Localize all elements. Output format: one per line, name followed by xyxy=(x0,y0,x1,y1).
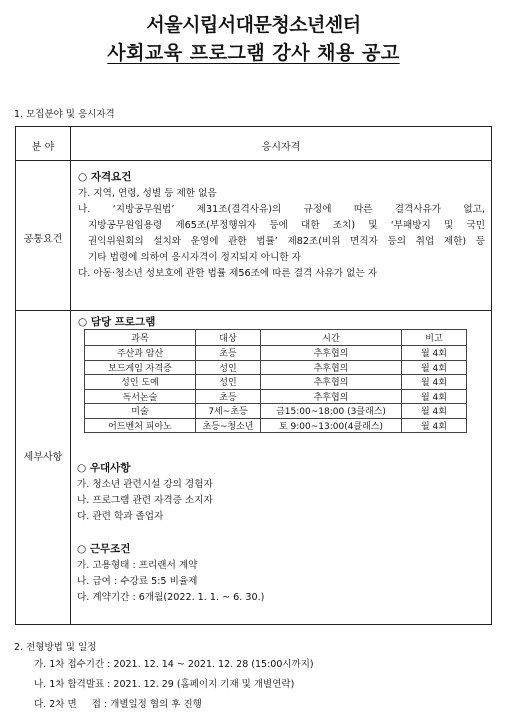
cell-target: 7세~초등 xyxy=(196,404,261,419)
program-heading-text: ○ 담당 프로그램 xyxy=(78,316,156,328)
cell-target: 초등~청소년 xyxy=(196,418,261,433)
title-line-1: 서울시립서대문청소년센터 xyxy=(146,14,361,36)
cell-note: 월 4회 xyxy=(402,375,467,390)
cell-subject: 성인 도예 xyxy=(85,375,196,390)
cell-subject: 독서논술 xyxy=(85,389,196,404)
header-qualification: 응시자격 xyxy=(261,142,301,153)
col-target: 대상 xyxy=(196,330,261,346)
cell-note: 월 4회 xyxy=(402,346,467,361)
col-note: 비고 xyxy=(402,330,467,346)
table-row xyxy=(85,418,467,433)
cell-target: 성인 xyxy=(196,375,261,390)
table-row xyxy=(85,346,467,361)
header-divider xyxy=(16,160,491,161)
details-label: 세부사항 xyxy=(23,452,63,463)
work-line: 나. 급여 : 수강료 5:5 비율제 xyxy=(77,576,198,587)
work-line: 다. 계약기간 : 6개월(2022. 1. 1. ~ 6. 30.) xyxy=(77,592,265,603)
work-line: 가. 고용형태 : 프리랜서 계약 xyxy=(77,560,198,571)
work-heading: ○ 근무조건 xyxy=(77,543,131,555)
preference-section xyxy=(77,460,501,525)
cell-time: 추후협의 xyxy=(261,346,402,361)
program-table xyxy=(84,329,467,433)
preference-line: 다. 관련 학과 졸업자 xyxy=(77,511,164,522)
preference-heading: ○ 우대사항 xyxy=(77,462,131,474)
cell-note: 월 4회 xyxy=(402,404,467,419)
cell-subject: 어드벤처 피아노 xyxy=(85,418,196,433)
requirement-line: 가. 지역, 연령, 성별 등 제한 없음 xyxy=(78,188,217,199)
col-subject: 과목 xyxy=(85,330,196,346)
cell-target: 성인 xyxy=(196,360,261,375)
section-2-heading: 2. 전형방법 및 일정 xyxy=(14,642,97,653)
column-divider xyxy=(70,127,71,624)
cell-subject: 보드게임 자격증 xyxy=(85,360,196,375)
cell-subject: 주산과 암산 xyxy=(85,346,196,361)
title-line-2-text: 사회교육 프로그램 강사 채용 공고 xyxy=(107,42,400,64)
schedule-line: 다. 2차 면 접 : 개별일정 협의 후 진행 xyxy=(34,699,202,710)
table-row xyxy=(85,360,467,375)
schedule-line: 가. 1차 접수기간 : 2021. 12. 14 ~ 2021. 12. 28 (15:00시까지) xyxy=(34,659,314,670)
requirement-line: 권익위원회의 설치와 운영에 관한 법률’ 제82조(비위 면직자 등의 취업 제한) 등 xyxy=(88,236,485,247)
cell-subject: 미술 xyxy=(85,404,196,419)
col-time: 시간 xyxy=(261,330,402,346)
cell-time: 금15:00~18:00 (3클래스) xyxy=(261,404,402,419)
requirement-line: 나. ‘지방공무원법’ 제31조(결격사유)의 규정에 따른 결격사유가 없고, xyxy=(78,204,485,215)
table-row xyxy=(85,375,467,390)
requirement-heading: ○ 자격요건 xyxy=(78,171,132,183)
section-1-heading: 1. 모집분야 및 응시자격 xyxy=(14,109,115,120)
cell-time: 토 9:00~13:00(4클래스) xyxy=(261,418,402,433)
cell-note: 월 4회 xyxy=(402,418,467,433)
requirement-line: 지방공무원임용령 제65조(부정행위자 등에 대한 조치) 및 ‘부패방지 및 국민 xyxy=(88,220,485,231)
preference-line: 가. 청소년 관련시설 강의 경험자 xyxy=(77,479,213,490)
row-divider xyxy=(16,310,491,311)
cell-time: 추후협의 xyxy=(261,389,402,404)
preference-line: 나. 프로그램 관련 자격증 소지자 xyxy=(77,495,213,506)
cell-note: 월 4회 xyxy=(402,389,467,404)
schedule-line: 나. 1차 합격발표 : 2021. 12. 29 (홈페이지 기재 및 개별연락) xyxy=(34,679,295,690)
program-table-header xyxy=(85,330,467,346)
work-section xyxy=(77,541,501,606)
cell-time: 추후협의 xyxy=(261,375,402,390)
requirement-line: 기타 법령에 의하여 응시자격이 정지되지 아니한 자 xyxy=(88,252,301,263)
header-field: 분 야 xyxy=(31,142,55,153)
common-label: 공통요건 xyxy=(23,234,63,245)
requirement-line: 다. 아동·청소년 성보호에 관한 법률 제56조에 따른 결격 사유가 없는 자 xyxy=(78,268,378,279)
cell-target: 초등 xyxy=(196,346,261,361)
common-content xyxy=(78,169,485,282)
cell-time: 추후협의 xyxy=(261,360,402,375)
title-line-2 xyxy=(0,38,507,65)
table-row xyxy=(85,404,467,419)
table-row xyxy=(85,389,467,404)
cell-note: 월 4회 xyxy=(402,360,467,375)
cell-target: 초등 xyxy=(196,389,261,404)
